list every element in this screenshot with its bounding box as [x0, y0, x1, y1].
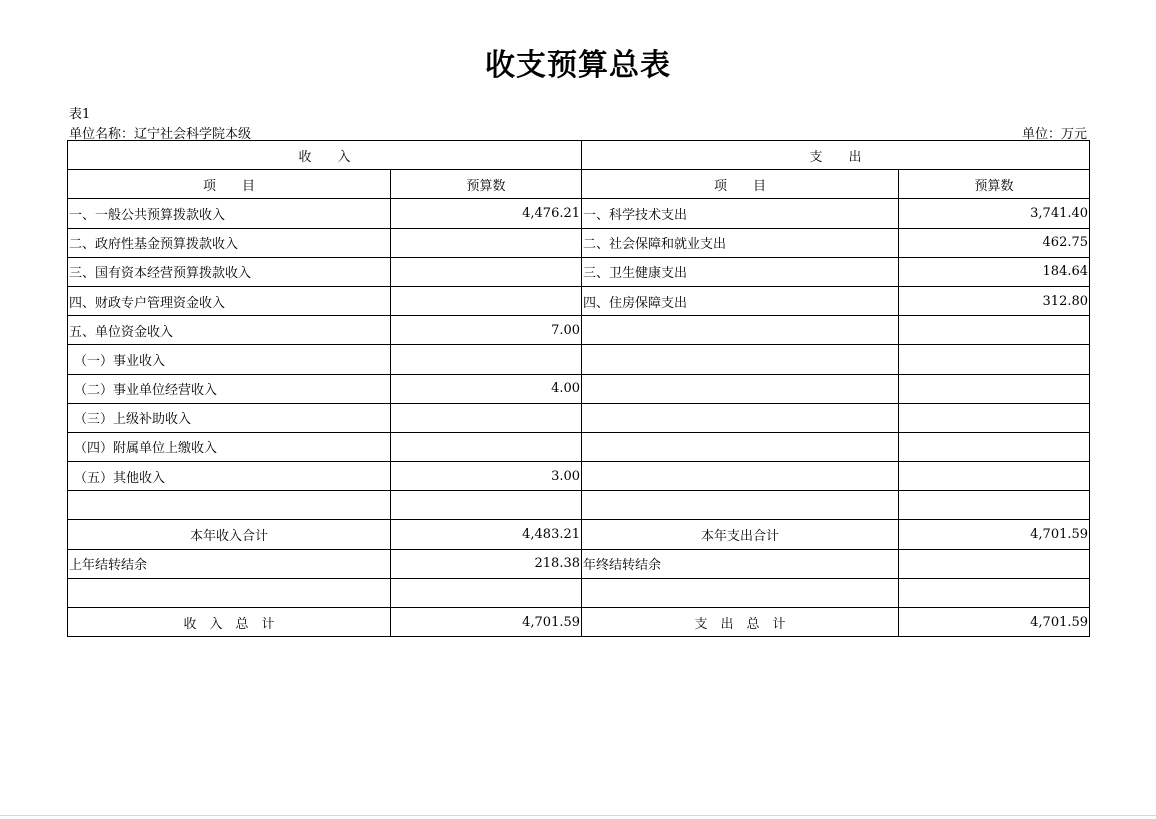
- income-item: 五、单位资金收入: [68, 316, 391, 345]
- expense-carryover-value: [899, 549, 1090, 578]
- currency-unit: 单位：万元: [1021, 127, 1087, 142]
- expense-subtotal-value: 4,701.59: [899, 520, 1090, 549]
- subtotal-row: [68, 520, 1090, 549]
- column-header-row: [68, 170, 1090, 199]
- expense-value: [899, 316, 1090, 345]
- blank-cell: [899, 578, 1090, 607]
- table-row: [68, 316, 1090, 345]
- section-header-row: [68, 141, 1090, 170]
- table-row: [68, 432, 1090, 461]
- budget-summary-table: [67, 140, 1090, 637]
- income-item: [68, 491, 391, 520]
- expense-value: [899, 345, 1090, 374]
- income-carryover-value: 218.38: [391, 549, 582, 578]
- expense-item: [582, 345, 899, 374]
- expense-value: 462.75: [899, 228, 1090, 257]
- blank-cell: [391, 578, 582, 607]
- expense-value: [899, 491, 1090, 520]
- income-subtotal-label: 本年收入合计: [68, 520, 391, 549]
- table-number: 表1: [69, 107, 91, 122]
- table-row: [68, 403, 1090, 432]
- expense-item-header: 项 目: [582, 170, 899, 199]
- blank-row: [68, 578, 1090, 607]
- income-item-header: 项 目: [68, 170, 391, 199]
- table-row: [68, 345, 1090, 374]
- expense-budget-header: 预算数: [899, 170, 1090, 199]
- expense-item: [582, 462, 899, 491]
- income-value: [391, 345, 582, 374]
- table-row: [68, 286, 1090, 315]
- income-value: 3.00: [391, 462, 582, 491]
- expense-section-header: 支 出: [582, 141, 1090, 170]
- expense-value: 312.80: [899, 286, 1090, 315]
- income-item: 四、财政专户管理资金收入: [68, 286, 391, 315]
- income-value: 4.00: [391, 374, 582, 403]
- expense-value: 3,741.40: [899, 199, 1090, 228]
- table-row: [68, 228, 1090, 257]
- expense-item: [582, 403, 899, 432]
- income-item: 一、一般公共预算拨款收入: [68, 199, 391, 228]
- expense-value: [899, 432, 1090, 461]
- income-item: （一）事业收入: [68, 345, 391, 374]
- income-total-value: 4,701.59: [391, 608, 582, 637]
- expense-item: [582, 374, 899, 403]
- income-total-label: 收 入 总 计: [68, 608, 391, 637]
- expense-subtotal-label: 本年支出合计: [582, 520, 899, 549]
- income-value: [391, 228, 582, 257]
- expense-total-label: 支 出 总 计: [582, 608, 899, 637]
- income-value: 4,476.21: [391, 199, 582, 228]
- table-row: [68, 462, 1090, 491]
- expense-value: 184.64: [899, 257, 1090, 286]
- expense-value: [899, 374, 1090, 403]
- expense-total-value: 4,701.59: [899, 608, 1090, 637]
- income-section-header: 收 入: [68, 141, 582, 170]
- income-value: [391, 257, 582, 286]
- income-value: [391, 491, 582, 520]
- table-row: [68, 491, 1090, 520]
- expense-item: [582, 316, 899, 345]
- expense-value: [899, 403, 1090, 432]
- income-value: [391, 432, 582, 461]
- expense-value: [899, 462, 1090, 491]
- income-item: 二、政府性基金预算拨款收入: [68, 228, 391, 257]
- income-item: （三）上级补助收入: [68, 403, 391, 432]
- unit-name: 单位名称：辽宁社会科学院本级: [69, 127, 252, 142]
- income-subtotal-value: 4,483.21: [391, 520, 582, 549]
- income-value: [391, 286, 582, 315]
- income-value: [391, 403, 582, 432]
- page-title: 收支预算总表: [485, 48, 671, 83]
- expense-item: 一、科学技术支出: [582, 199, 899, 228]
- table-row: [68, 257, 1090, 286]
- income-item: （二）事业单位经营收入: [68, 374, 391, 403]
- income-item: （四）附属单位上缴收入: [68, 432, 391, 461]
- expense-item: 四、住房保障支出: [582, 286, 899, 315]
- blank-cell: [582, 578, 899, 607]
- blank-cell: [68, 578, 391, 607]
- income-budget-header: 预算数: [391, 170, 582, 199]
- expense-item: 二、社会保障和就业支出: [582, 228, 899, 257]
- table-row: [68, 199, 1090, 228]
- table-row: [68, 374, 1090, 403]
- carryover-row: [68, 549, 1090, 578]
- expense-carryover-label: 年终结转结余: [582, 549, 899, 578]
- expense-item: [582, 432, 899, 461]
- page-bottom-divider: [0, 815, 1156, 816]
- grand-total-row: [68, 608, 1090, 637]
- income-item: 三、国有资本经营预算拨款收入: [68, 257, 391, 286]
- expense-item: [582, 491, 899, 520]
- income-item: （五）其他收入: [68, 462, 391, 491]
- income-carryover-label: 上年结转结余: [68, 549, 391, 578]
- income-value: 7.00: [391, 316, 582, 345]
- expense-item: 三、卫生健康支出: [582, 257, 899, 286]
